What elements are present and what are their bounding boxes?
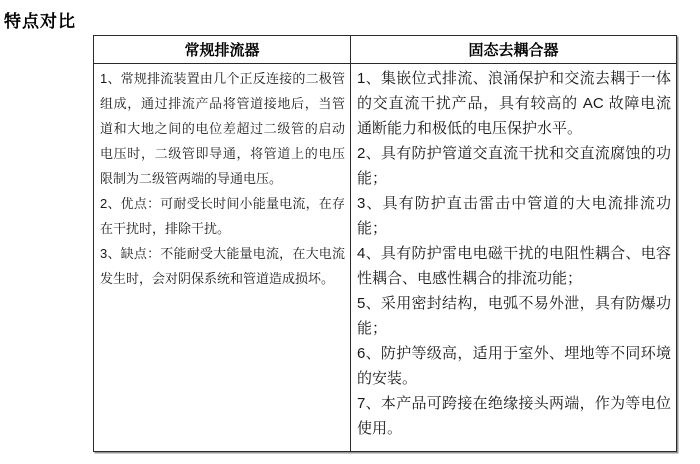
list-item: 5、采用密封结构，电弧不易外泄，具有防爆功能； <box>357 295 671 337</box>
list-item: 6、防护等级高，适用于室外、埋地等不同环境的安装。 <box>357 345 671 387</box>
cell-solid-state-decoupler <box>351 64 677 452</box>
header-row <box>94 36 677 64</box>
list-item: 7、本产品可跨接在绝缘接头两端，作为等电位使用。 <box>357 395 671 437</box>
list-item: 1、常规排流装置由几个正反连接的二极管组成，通过排流产品将管道接地后，当管道和大地之间的电位差超过二级管的启动电压时，二级管即导通，将管道上的电压限制为二级管两端的导通电压。 <box>100 71 345 186</box>
column-header-solid-state-decoupler: 固态去耦合器 <box>351 36 677 64</box>
list-item: 3、具有防护直击雷击中管道的大电流排流功能； <box>357 195 671 237</box>
list-item: 2、具有防护管道交直流干扰和交直流腐蚀的功能； <box>357 145 671 187</box>
list-item: 3、缺点：不能耐受大能量电流，在大电流发生时，会对阴保系统和管道造成损坏。 <box>100 246 345 286</box>
list-item: 4、具有防护雷电电磁干扰的电阻性耦合、电容性耦合、电感性耦合的排流功能； <box>357 245 671 287</box>
list-item: 1、集嵌位式排流、浪涌保护和交流去耦于一体的交直流干扰产品，具有较高的 AC 故障电流通断能力和极低的电压保护水平。 <box>357 70 671 137</box>
page-title: 特点对比 <box>4 12 76 31</box>
list-item: 2、优点：可耐受长时间小能量电流，在存在干扰时，排除干扰。 <box>100 196 345 236</box>
column-header-conventional-drainage: 常规排流器 <box>94 36 351 64</box>
cell-conventional-drainage <box>94 64 351 452</box>
comparison-table <box>93 35 677 452</box>
body-row <box>94 64 677 452</box>
